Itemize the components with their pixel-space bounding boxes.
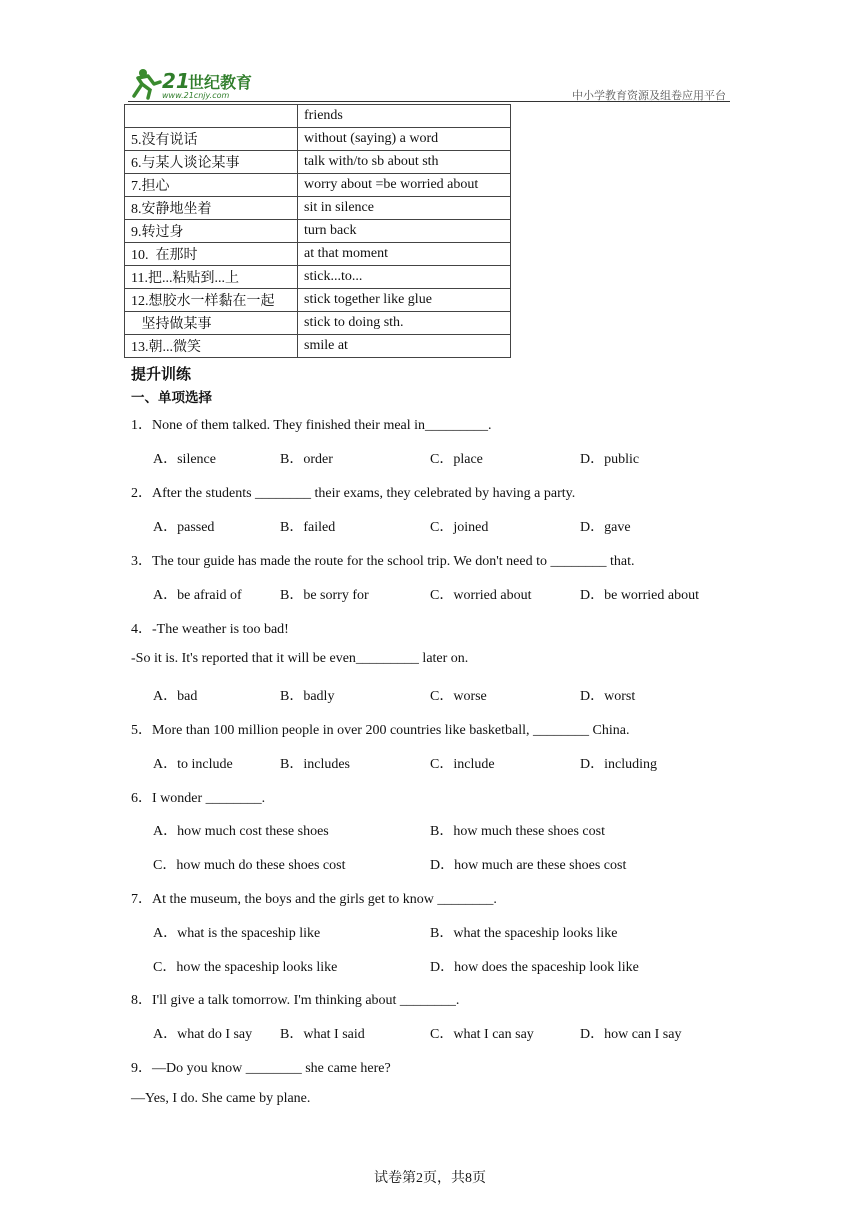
platform-name: 中小学教育资源及组卷应用平台 (572, 89, 726, 102)
option-c[interactable]: C．place (430, 452, 483, 467)
option-b[interactable]: B．what the spaceship looks like (430, 926, 618, 941)
vocab-row (125, 243, 511, 266)
option-b[interactable]: B．how much these shoes cost (430, 824, 605, 839)
option-b[interactable]: B．badly (280, 689, 335, 704)
option-a[interactable]: A．bad (153, 689, 198, 704)
option-a[interactable]: A．how much cost these shoes (153, 824, 329, 839)
option-c[interactable]: C．how much do these shoes cost (153, 858, 346, 873)
vocab-english: turn back (298, 220, 511, 243)
question-7: 7．At the museum, the boys and the girls get to know ________. (131, 892, 497, 907)
svg-text:21: 21 (162, 69, 190, 93)
vocab-english: friends (298, 105, 511, 128)
header-divider (128, 101, 730, 102)
question-4-line2: -So it is. It's reported that it will be even_________ later on. (131, 651, 469, 666)
question-5: 5．More than 100 million people in over 200 countries like basketball, ________ China. (131, 723, 630, 738)
vocab-english: sit in silence (298, 197, 511, 220)
vocab-chinese: 7.担心 (125, 174, 298, 197)
vocab-row (125, 335, 511, 358)
option-a[interactable]: A．to include (153, 757, 233, 772)
option-c[interactable]: C．include (430, 757, 495, 772)
vocab-english: stick to doing sth. (298, 312, 511, 335)
options-2 (153, 516, 753, 536)
svg-text:世纪教育: 世纪教育 (188, 73, 253, 92)
option-b[interactable]: B．be sorry for (280, 588, 369, 603)
options-8 (153, 1023, 753, 1043)
option-d[interactable]: D．worst (580, 689, 636, 704)
vocab-chinese (125, 105, 298, 128)
option-d[interactable]: D．be worried about (580, 588, 699, 603)
question-2: 2．After the students ________ their exams, they celebrated by having a party. (131, 486, 576, 501)
vocab-chinese: 8.安静地坐着 (125, 197, 298, 220)
option-a[interactable]: A．what is the spaceship like (153, 926, 321, 941)
options-5 (153, 753, 753, 773)
vocab-chinese: 11.把...粘贴到...上 (125, 266, 298, 289)
option-c[interactable]: C．worried about (430, 588, 532, 603)
vocab-row (125, 197, 511, 220)
question-1: 1．None of them talked. They finished their meal in_________. (131, 418, 492, 433)
vocab-chinese: 10. 在那时 (125, 243, 298, 266)
vocab-row (125, 151, 511, 174)
option-a[interactable]: A．silence (153, 452, 216, 467)
vocab-english: smile at (298, 335, 511, 358)
option-a[interactable]: A．passed (153, 520, 215, 535)
section-title: 提升训练 (131, 365, 192, 383)
vocab-chinese: 13.朝...微笑 (125, 335, 298, 358)
svg-text:www.21cnjy.com: www.21cnjy.com (162, 91, 230, 100)
option-c[interactable]: C．worse (430, 689, 487, 704)
options-7-row1 (153, 922, 753, 942)
vocab-english: worry about =be worried about (298, 174, 511, 197)
vocab-row (125, 312, 511, 335)
option-c[interactable]: C．how the spaceship looks like (153, 960, 338, 975)
vocab-row (125, 128, 511, 151)
option-d[interactable]: D．gave (580, 520, 631, 535)
options-3 (153, 584, 753, 604)
vocab-chinese: 9.转过身 (125, 220, 298, 243)
question-3: 3．The tour guide has made the route for the school trip. We don't need to ________ that. (131, 554, 635, 569)
question-9-line2: —Yes, I do. She came by plane. (131, 1091, 311, 1106)
vocab-english: without (saying) a word (298, 128, 511, 151)
option-a[interactable]: A．what do I say (153, 1027, 253, 1042)
vocab-row (125, 289, 511, 312)
question-9: 9．—Do you know ________ she came here? (131, 1061, 391, 1076)
vocab-chinese: 坚持做某事 (125, 312, 298, 335)
options-1 (153, 448, 753, 468)
option-b[interactable]: B．failed (280, 520, 336, 535)
question-8: 8．I'll give a talk tomorrow. I'm thinking about ________. (131, 993, 460, 1008)
subsection-title: 一、单项选择 (131, 390, 212, 406)
vocab-english: at that moment (298, 243, 511, 266)
option-d[interactable]: D．how much are these shoes cost (430, 858, 627, 873)
option-b[interactable]: B．order (280, 452, 333, 467)
option-d[interactable]: D．public (580, 452, 640, 467)
question-6: 6．I wonder ________. (131, 791, 266, 806)
vocab-chinese: 5.没有说话 (125, 128, 298, 151)
page-header (128, 66, 730, 102)
option-b[interactable]: B．includes (280, 757, 350, 772)
vocab-english: talk with/to sb about sth (298, 151, 511, 174)
options-6-row2 (153, 854, 753, 874)
option-d[interactable]: D．including (580, 757, 657, 772)
options-4 (153, 685, 753, 705)
question-4: 4．-The weather is too bad! (131, 622, 289, 637)
option-d[interactable]: D．how does the spaceship look like (430, 960, 639, 975)
option-a[interactable]: A．be afraid of (153, 588, 242, 603)
vocab-row (125, 220, 511, 243)
option-c[interactable]: C．joined (430, 520, 489, 535)
options-6-row1 (153, 820, 753, 840)
vocab-table (124, 104, 511, 358)
vocab-chinese: 6.与某人谈论某事 (125, 151, 298, 174)
vocab-row (125, 266, 511, 289)
vocab-row (125, 105, 511, 128)
option-d[interactable]: D．how can I say (580, 1027, 682, 1042)
vocab-english: stick together like glue (298, 289, 511, 312)
option-b[interactable]: B．what I said (280, 1027, 365, 1042)
vocab-row (125, 174, 511, 197)
page-footer: 试卷第2页，共8页 (374, 1171, 486, 1186)
logo-icon (128, 66, 288, 100)
option-c[interactable]: C．what I can say (430, 1027, 534, 1042)
vocab-english: stick...to... (298, 266, 511, 289)
options-7-row2 (153, 956, 753, 976)
vocab-chinese: 12.想胶水一样黏在一起 (125, 289, 298, 312)
